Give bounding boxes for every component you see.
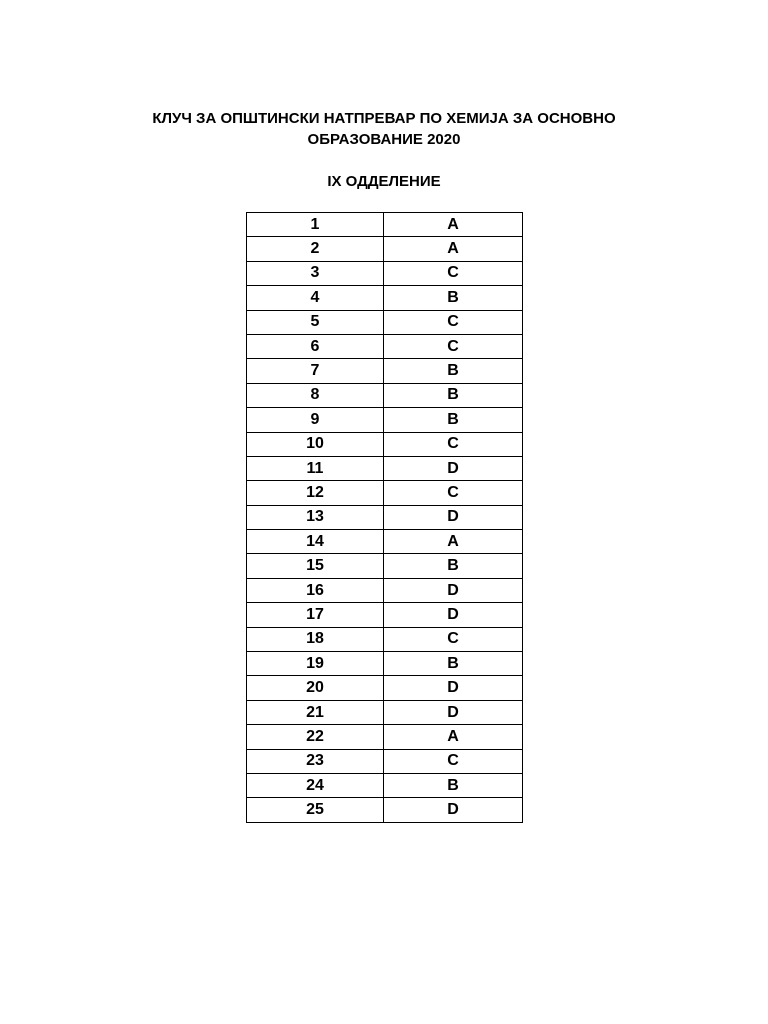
question-number-cell: 12 <box>247 481 384 505</box>
answer-cell: B <box>384 408 523 432</box>
question-number-cell: 1 <box>247 213 384 237</box>
question-number-cell: 25 <box>247 798 384 822</box>
answer-cell: D <box>384 578 523 602</box>
question-number-cell: 7 <box>247 359 384 383</box>
table-row <box>247 505 523 529</box>
answer-cell: C <box>384 481 523 505</box>
table-row <box>247 676 523 700</box>
question-number-cell: 2 <box>247 237 384 261</box>
answer-cell: A <box>384 213 523 237</box>
answer-cell: B <box>384 286 523 310</box>
table-row <box>247 213 523 237</box>
question-number-cell: 24 <box>247 773 384 797</box>
table-row <box>247 578 523 602</box>
question-number-cell: 19 <box>247 652 384 676</box>
answer-cell: B <box>384 773 523 797</box>
question-number-cell: 16 <box>247 578 384 602</box>
answer-cell: C <box>384 310 523 334</box>
answer-cell: D <box>384 798 523 822</box>
table-row <box>247 359 523 383</box>
answer-cell: C <box>384 334 523 358</box>
table-row <box>247 773 523 797</box>
table-row <box>247 261 523 285</box>
answer-cell: B <box>384 652 523 676</box>
table-row <box>247 627 523 651</box>
question-number-cell: 18 <box>247 627 384 651</box>
answer-cell: C <box>384 749 523 773</box>
answer-cell: C <box>384 627 523 651</box>
answer-cell: A <box>384 725 523 749</box>
answer-cell: D <box>384 676 523 700</box>
question-number-cell: 5 <box>247 310 384 334</box>
question-number-cell: 10 <box>247 432 384 456</box>
table-row <box>247 725 523 749</box>
question-number-cell: 8 <box>247 383 384 407</box>
grade-subtitle: IX ОДДЕЛЕНИЕ <box>327 173 441 190</box>
question-number-cell: 15 <box>247 554 384 578</box>
question-number-cell: 20 <box>247 676 384 700</box>
answer-cell: B <box>384 554 523 578</box>
answer-cell: D <box>384 505 523 529</box>
document-title-line-2: ОБРАЗОВАНИЕ 2020 <box>307 131 461 148</box>
question-number-cell: 13 <box>247 505 384 529</box>
question-number-cell: 9 <box>247 408 384 432</box>
table-row <box>247 456 523 480</box>
question-number-cell: 17 <box>247 603 384 627</box>
table-row <box>247 481 523 505</box>
question-number-cell: 21 <box>247 700 384 724</box>
question-number-cell: 11 <box>247 456 384 480</box>
table-row <box>247 286 523 310</box>
table-row <box>247 237 523 261</box>
table-row <box>247 700 523 724</box>
table-row <box>247 603 523 627</box>
question-number-cell: 22 <box>247 725 384 749</box>
question-number-cell: 6 <box>247 334 384 358</box>
answer-key-rows <box>247 213 523 823</box>
answer-cell: C <box>384 432 523 456</box>
answer-cell: A <box>384 530 523 554</box>
answer-cell: C <box>384 261 523 285</box>
answer-cell: B <box>384 359 523 383</box>
answer-cell: D <box>384 456 523 480</box>
table-row <box>247 310 523 334</box>
question-number-cell: 14 <box>247 530 384 554</box>
table-row <box>247 554 523 578</box>
answer-cell: A <box>384 237 523 261</box>
question-number-cell: 4 <box>247 286 384 310</box>
table-row <box>247 432 523 456</box>
answer-cell: D <box>384 603 523 627</box>
document-title-line-1: КЛУЧ ЗА ОПШТИНСКИ НАТПРЕВАР ПО ХЕМИЈА ЗА ОСНОВНО <box>152 110 616 127</box>
answer-key-table <box>246 212 523 823</box>
question-number-cell: 23 <box>247 749 384 773</box>
table-row <box>247 383 523 407</box>
table-row <box>247 749 523 773</box>
question-number-cell: 3 <box>247 261 384 285</box>
table-row <box>247 798 523 822</box>
table-row <box>247 652 523 676</box>
table-row <box>247 334 523 358</box>
table-row <box>247 408 523 432</box>
answer-cell: B <box>384 383 523 407</box>
table-row <box>247 530 523 554</box>
answer-cell: D <box>384 700 523 724</box>
